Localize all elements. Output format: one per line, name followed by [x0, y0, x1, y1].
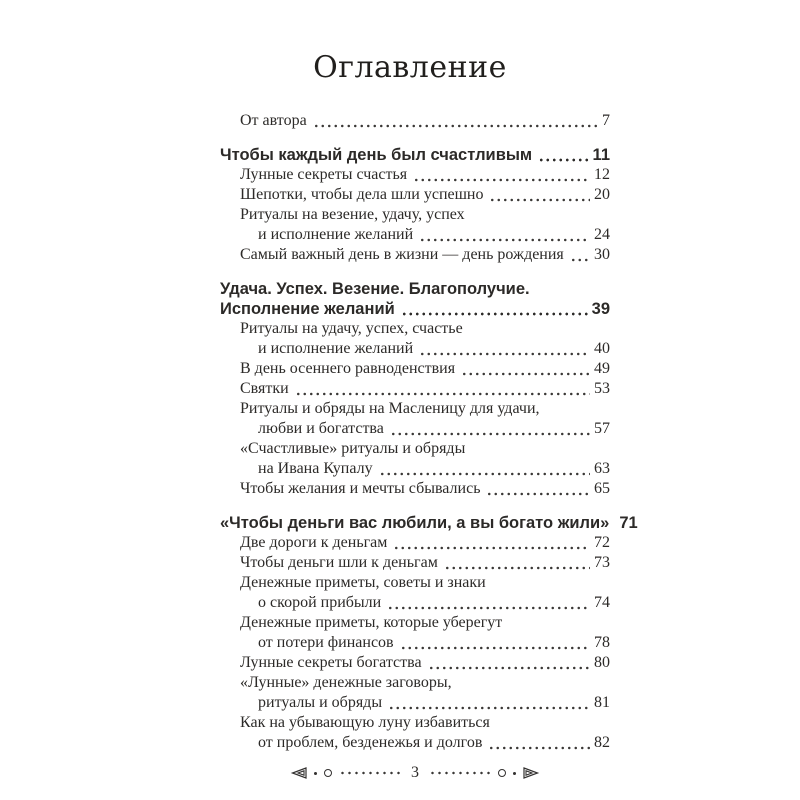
toc-entry	[220, 613, 610, 653]
toc-entry-line	[220, 573, 610, 593]
toc-entry-text: Чтобы каждый день был счастливым	[220, 146, 533, 164]
toc-entry-page: 11	[592, 146, 610, 164]
toc-entry-line	[220, 713, 610, 733]
dot-leader	[570, 258, 590, 262]
toc-entry-text: Ритуалы на удачу, успех, счастье	[240, 320, 463, 337]
toc-entry-text: и исполнение желаний	[258, 226, 414, 243]
toc-entry	[220, 439, 610, 479]
toc-entry-line	[220, 553, 610, 573]
ornament-circle-icon	[498, 769, 506, 777]
dot-leader	[489, 198, 590, 202]
toc-entry-line	[220, 145, 610, 165]
dot-leader	[538, 158, 588, 162]
dot-leader	[461, 372, 590, 376]
toc-entry-line	[220, 673, 610, 693]
toc-entry	[220, 205, 610, 245]
toc-entry-page: 49	[594, 360, 610, 377]
ornament-dot-icon	[314, 772, 317, 775]
toc-entry-text: «Счастливые» ритуалы и обряды	[240, 440, 466, 457]
toc-entry-line	[220, 693, 610, 713]
toc-entry	[220, 185, 610, 205]
toc-entry-line	[220, 245, 610, 265]
toc-entry-page: 82	[594, 734, 610, 751]
dot-leader	[444, 566, 590, 570]
left-ornament-arrow-icon	[290, 767, 307, 779]
toc-entry	[220, 111, 610, 131]
toc-entry-line	[220, 111, 610, 131]
toc-entry-page: 30	[594, 246, 610, 263]
toc-entry-page: 73	[594, 554, 610, 571]
toc-entry-page: 12	[594, 166, 610, 183]
ornament-dotted-line	[429, 771, 491, 775]
dot-leader	[413, 178, 590, 182]
toc-entry	[220, 653, 610, 673]
toc-entry-page: 20	[594, 186, 610, 203]
dot-leader	[419, 352, 590, 356]
page-title: Оглавление	[313, 50, 507, 85]
toc-entry-page: 53	[594, 380, 610, 397]
dot-leader	[401, 312, 588, 316]
toc-entry	[220, 399, 610, 439]
toc-entry-line	[220, 185, 610, 205]
toc-entry-line	[220, 359, 610, 379]
toc-entry-text: Святки	[240, 380, 289, 397]
toc-entry	[220, 379, 610, 399]
toc-entry	[220, 245, 610, 265]
toc-entry-line	[220, 459, 610, 479]
toc-entry-page: 7	[602, 112, 610, 129]
toc-entry-text: Шепотки, чтобы дела шли успешно	[240, 186, 484, 203]
toc-entry-line	[220, 379, 610, 399]
toc-entry	[220, 359, 610, 379]
toc-entry-page: 74	[594, 594, 610, 611]
toc-entry-line	[220, 533, 610, 553]
toc-section-entry	[220, 513, 638, 533]
toc-entry-page: 63	[594, 460, 610, 477]
toc-entry-page: 78	[594, 634, 610, 651]
dot-leader	[379, 472, 590, 476]
dot-leader	[400, 646, 590, 650]
toc-entry-text: на Ивана Купалу	[258, 460, 373, 477]
dot-leader	[313, 124, 598, 128]
toc-entry-page: 40	[594, 340, 610, 357]
toc-entry	[220, 533, 610, 553]
right-ornament-arrow-icon	[523, 767, 540, 779]
toc-entry-text: Исполнение желаний	[220, 300, 395, 318]
toc-entry-line	[220, 299, 610, 319]
toc-entry-text: Чтобы желания и мечты сбывались	[240, 480, 481, 497]
toc-entry-text: и исполнение желаний	[258, 340, 414, 357]
toc-entry-line	[220, 633, 610, 653]
toc-entry-page: 39	[591, 300, 610, 318]
toc-entry-text: Ритуалы на везение, удачу, успех	[240, 206, 465, 223]
toc-entry-text: Как на убывающую луну избавиться	[240, 714, 490, 731]
toc-entry-text: Лунные секреты богатства	[240, 654, 422, 671]
toc-entry-text: Чтобы деньги шли к деньгам	[240, 554, 438, 571]
dot-leader	[295, 392, 590, 396]
dot-leader	[393, 546, 590, 550]
toc-entry-text: Две дороги к деньгам	[240, 534, 388, 551]
toc-entry-line	[220, 439, 610, 459]
toc-entry	[220, 319, 610, 359]
toc-entry-text: От автора	[240, 112, 307, 129]
toc-entry	[220, 713, 610, 753]
toc-entry-text: от проблем, безденежья и долгов	[258, 734, 483, 751]
toc-entry-text: Денежные приметы, которые уберегут	[240, 614, 503, 631]
toc-entry-page: 72	[594, 534, 610, 551]
dot-leader	[388, 706, 590, 710]
toc-entry-line	[220, 593, 610, 613]
toc-entry-text: любви и богатства	[258, 420, 384, 437]
dot-leader	[488, 746, 590, 750]
toc-entry	[220, 165, 610, 185]
toc-entry-page: 81	[594, 694, 610, 711]
dot-leader	[486, 492, 590, 496]
toc-entry-text: от потери финансов	[258, 634, 394, 651]
toc-entry	[220, 479, 610, 499]
toc-entry-line	[220, 319, 610, 339]
toc-entry-line	[220, 513, 638, 533]
ornament-dotted-line	[339, 771, 401, 775]
toc-entry-line	[220, 399, 610, 419]
toc-entry-line	[220, 733, 610, 753]
toc-entries	[220, 111, 638, 753]
toc-entry-text: Лунные секреты счастья	[240, 166, 408, 183]
toc-entry	[220, 573, 610, 613]
toc-entry	[220, 673, 610, 713]
toc-entry-line	[220, 225, 610, 245]
toc-section-entry	[220, 279, 610, 319]
toc-entry-text: Удача. Успех. Везение. Благополучие.	[220, 280, 530, 298]
dot-leader	[387, 606, 590, 610]
toc-entry-line	[220, 653, 610, 673]
toc-entry-text: о скорой прибыли	[258, 594, 382, 611]
dot-leader	[390, 432, 590, 436]
toc-entry-line	[220, 479, 610, 499]
toc-entry-line	[220, 205, 610, 225]
toc-entry-line	[220, 279, 610, 299]
toc-entry-line	[220, 165, 610, 185]
toc-entry-text: «Лунные» денежные заговоры,	[240, 674, 452, 691]
ornament-dot-icon	[513, 772, 516, 775]
toc-entry-page: 57	[594, 420, 610, 437]
dot-leader	[419, 238, 590, 242]
toc-entry	[220, 553, 610, 573]
toc-entry-text: «Чтобы деньги вас любили, а вы богато жили»	[220, 514, 610, 532]
toc-entry-line	[220, 339, 610, 359]
toc-section-entry	[220, 145, 610, 165]
toc-entry-text: Самый важный день в жизни — день рождения	[240, 246, 564, 263]
toc-entry-page: 24	[594, 226, 610, 243]
toc-entry-text: В день осеннего равноденствия	[240, 360, 456, 377]
toc-entry-line	[220, 419, 610, 439]
page-footer	[220, 764, 610, 782]
toc-entry-page: 65	[594, 480, 610, 497]
footer-page-number: 3	[411, 764, 419, 781]
dot-leader	[428, 666, 590, 670]
toc-entry-text: Денежные приметы, советы и знаки	[240, 574, 486, 591]
toc-entry-page: 71	[619, 514, 638, 532]
toc-entry-line	[220, 613, 610, 633]
ornament-circle-icon	[324, 769, 332, 777]
toc-entry-text: Ритуалы и обряды на Масленицу для удачи,	[240, 400, 540, 417]
toc-entry-text: ритуалы и обряды	[258, 694, 383, 711]
toc-entry-page: 80	[594, 654, 610, 671]
